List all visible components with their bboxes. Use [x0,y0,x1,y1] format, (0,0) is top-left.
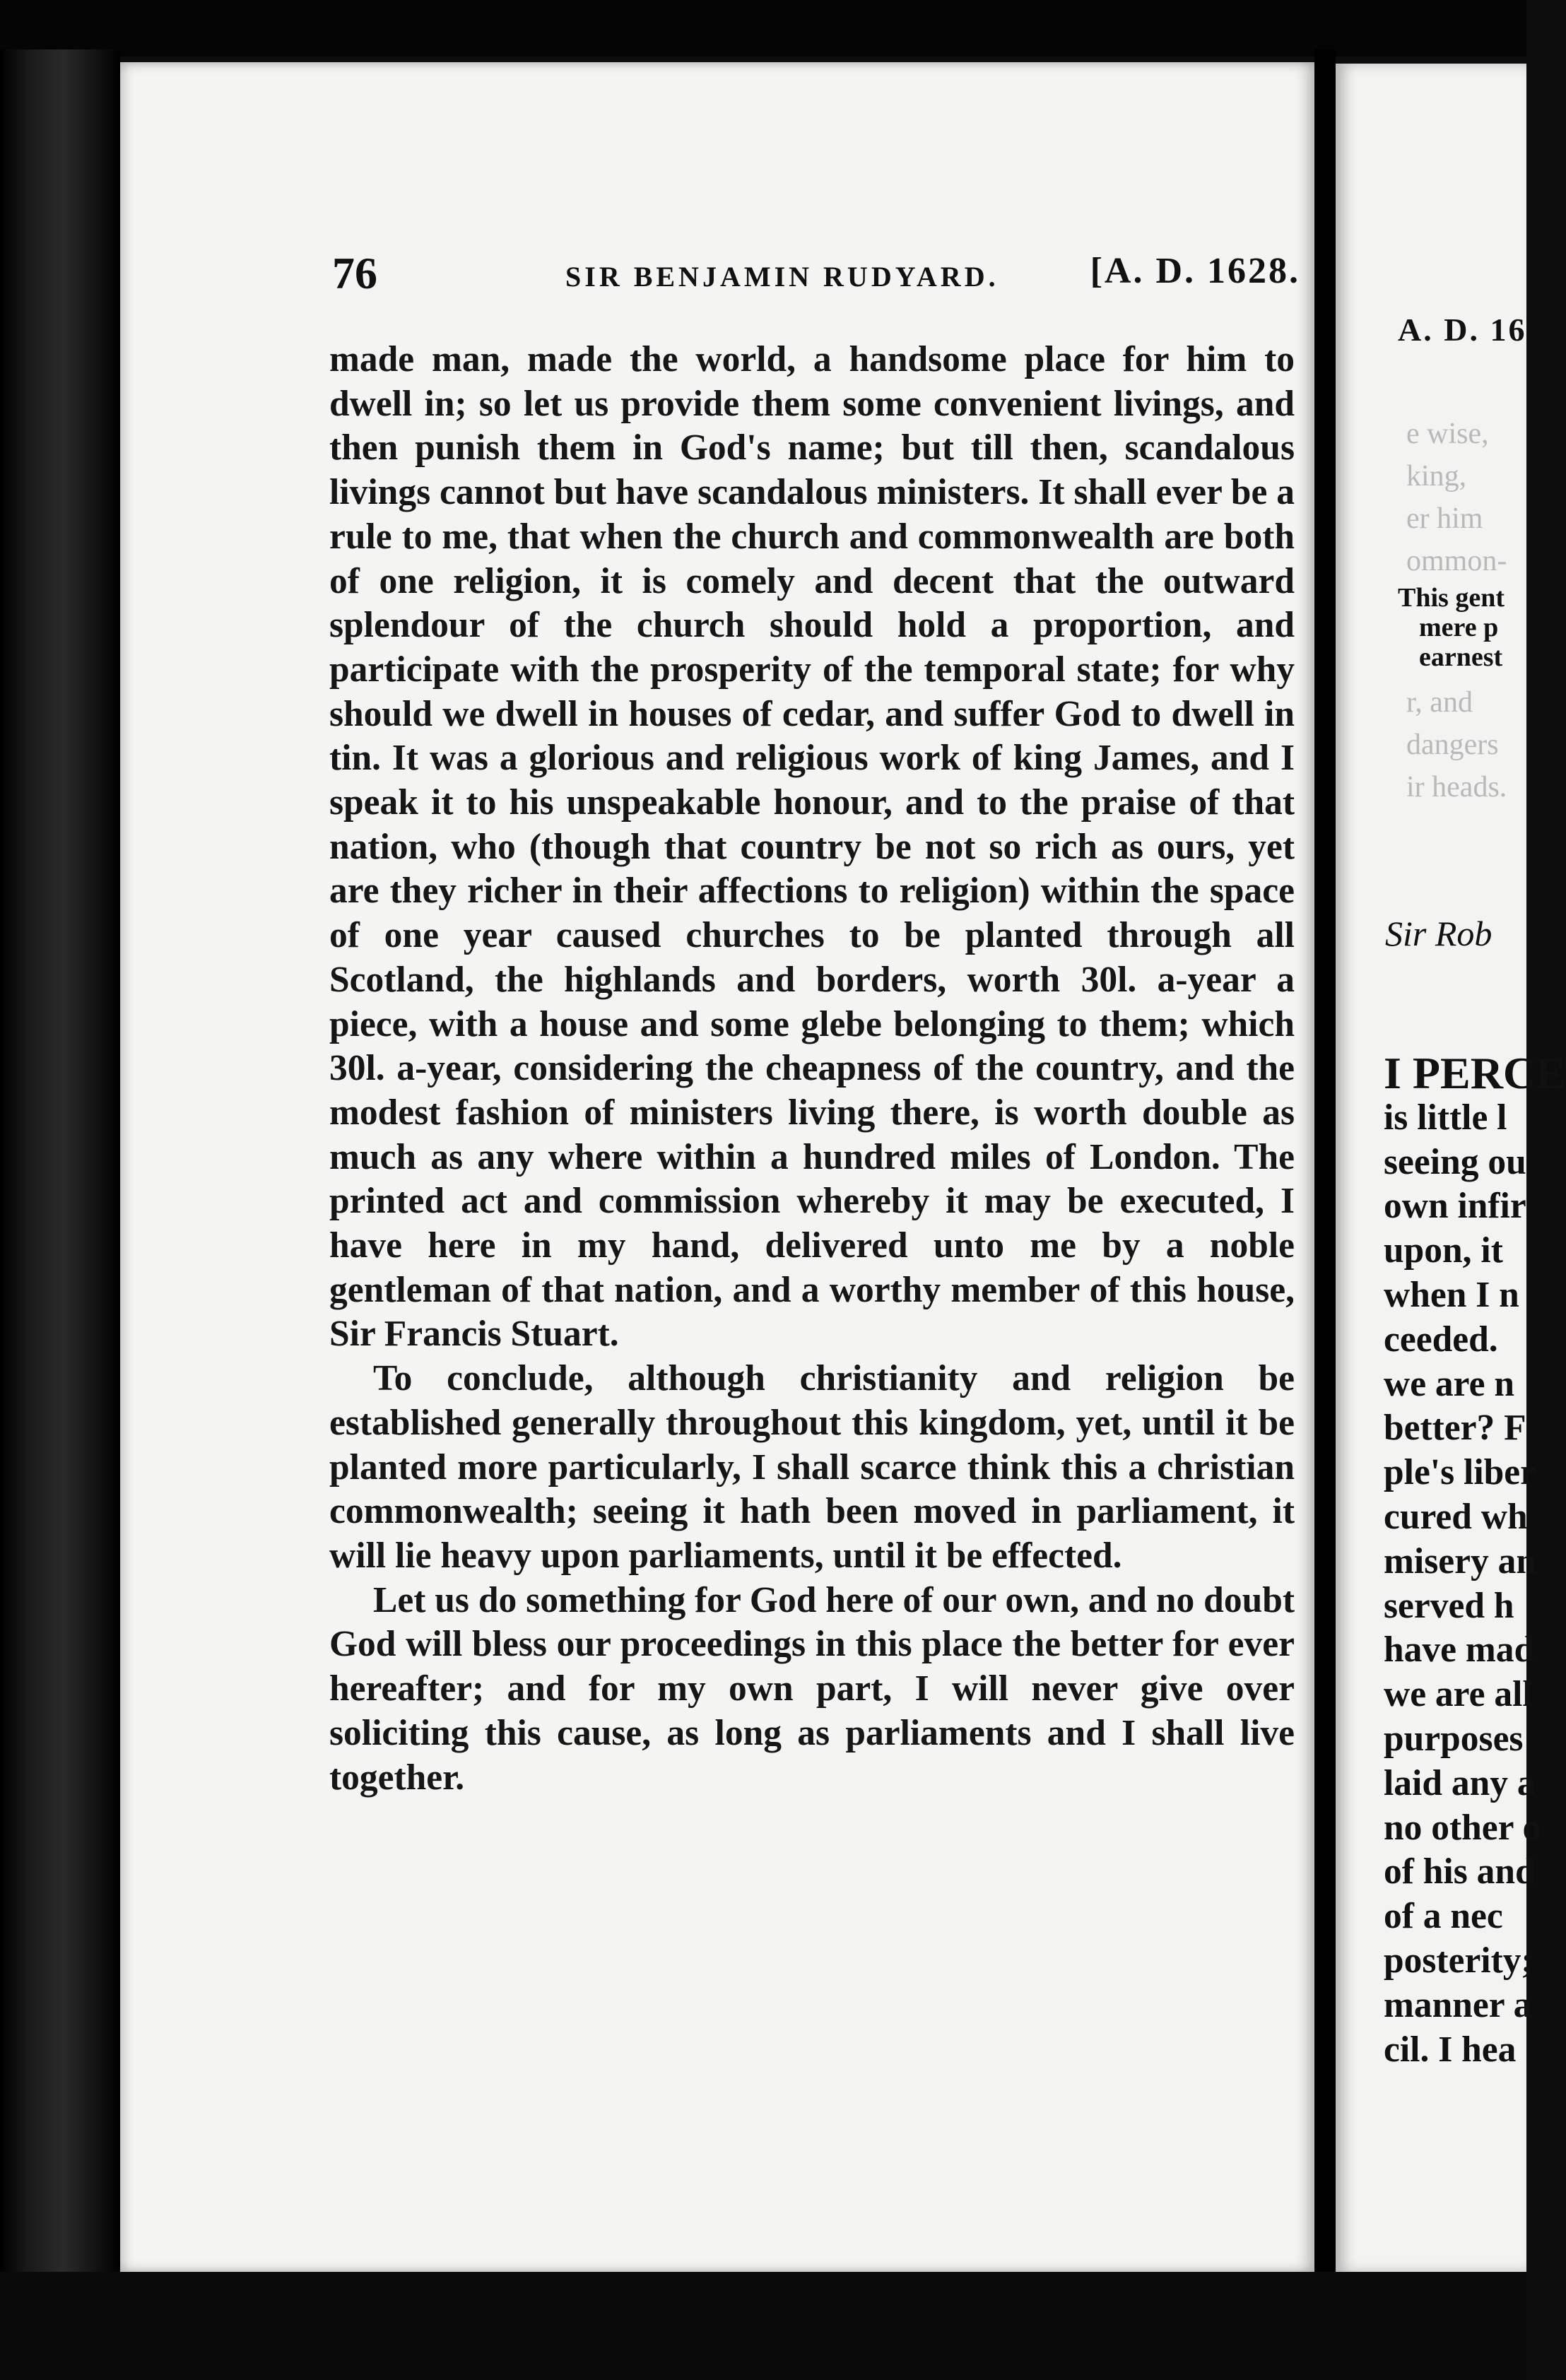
book-binding-edge [0,49,120,2282]
right-page-body [1384,1048,1566,2072]
body-line: ple's liber [1384,1452,1537,1493]
body-line: have mad [1384,1630,1535,1671]
side-note-line: mere p [1419,613,1499,642]
bleed-through-line: er him [1406,502,1483,535]
side-note-line: earnest [1419,642,1503,672]
page-number: 76 [332,248,377,298]
page-gutter [1314,49,1336,2282]
body-line: we are n [1384,1363,1514,1404]
side-note [1398,583,1505,672]
body-line: no other o [1384,1807,1541,1848]
speech-heading: Sir Rob [1385,914,1493,953]
body-line: I PERCE [1384,1048,1566,1098]
scan-border-top [0,0,1526,57]
body-line: laid any a [1384,1762,1536,1803]
body-line: purposes [1384,1718,1524,1759]
body-line: posterity; [1384,1940,1533,1981]
body-line: served h [1384,1585,1514,1626]
bleed-through-line: ir heads. [1406,771,1507,803]
body-line: we are all [1384,1674,1533,1715]
paragraph-1: made man, made the world, a handsome place for him to dwell in; so let us provide them some convenient livings, and then punish them in God's name; but till then, scandalous livings cannot but have scandalous ministers. It shall ever be a rule to me, that when the church and commonwealth are both of one religion, it is comely and decent that the outward splendour of the church should hold a proportion, and participate with the prosperity of the temporal state; for why should we dwell in houses of cedar, and suffer God to dwell in tin. It was a glorious and religious work of king James, and I speak it to his unspeakable honour, and to the praise of that nation, who (though that country be not so rich as ours, yet are they richer in their affections to religion) within the space of one year caused churches to be planted through all Scotland, the highlands and borders, worth 30l. a-year a piece, with a house and some glebe belonging to them; which 30l. a-year, considering the cheapness of the country, and the modest fashion of ministers living there, is worth double as much as any where within a hundred miles of London. The printed act and commission whereby it may be executed, I have here in my hand, delivered unto me by a noble gentleman of that nation, and a worthy member of this house, Sir Francis Stuart. [329,339,1295,1355]
running-year: [A. D. 1628. [1090,251,1300,291]
bleed-through-line: king, [1406,460,1467,493]
body-line: own infir [1384,1186,1526,1227]
body-line: when I n [1384,1274,1519,1315]
body-line: cil. I hea [1384,2029,1517,2070]
side-note-line: This gent [1398,583,1505,613]
right-running-head: A. D. 16 [1398,312,1527,348]
paragraph-2: To conclude, although christianity and religion be established generally throughout this kingdom, yet, until it be planted more particularly, I shall scarce think this a christian commonwealth; seeing it hath been moved in parliament, it will lie heavy upon parliaments, until it be effected. [329,1358,1295,1576]
bleed-through-line: r, and [1406,686,1473,719]
running-title: SIR BENJAMIN RUDYARD. [565,261,999,293]
running-head [332,247,1307,304]
body-line: cured wh [1384,1496,1528,1537]
paragraph-3: Let us do something for God here of our own, and no doubt God will bless our proceedings in this place the better for ever hereafter; and for my own part, I will never give over soliciting this cause, as long as parliaments and I shall live together. [329,1579,1295,1798]
body-line: seeing ou [1384,1141,1526,1182]
right-page [1336,64,1566,2273]
body-line: of a nec [1384,1896,1503,1937]
body-line: manner a [1384,1984,1532,2025]
body-line: is little l [1384,1097,1507,1138]
body-line: misery an [1384,1540,1536,1581]
bleed-through-line: dangers [1406,729,1499,761]
scan-border-bottom [0,2272,1526,2380]
bleed-through-line: e wise, [1406,418,1489,450]
left-page-body [329,338,1295,1800]
body-line: upon, it [1384,1230,1503,1271]
body-line: ceeded. [1384,1319,1498,1360]
bleed-through-line: ommon- [1406,545,1507,577]
body-line: of his and [1384,1851,1536,1892]
body-line: better? F [1384,1408,1526,1449]
